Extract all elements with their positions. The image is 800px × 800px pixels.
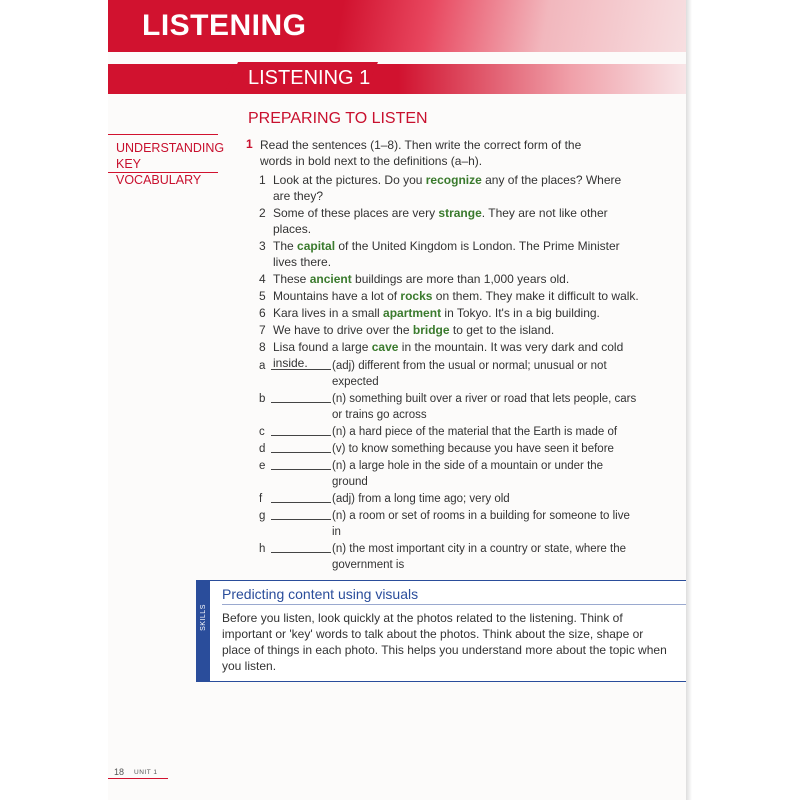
keyword: cave	[371, 340, 399, 354]
sidebar-label	[116, 140, 226, 188]
page-title: LISTENING	[142, 9, 307, 42]
section-band	[108, 64, 688, 94]
definition-item: d (v) to know something because you have seen it before	[259, 443, 614, 455]
sentence-item: 2 Some of these places are very strange. They are not like other places.	[259, 206, 608, 236]
answer-blank	[271, 402, 331, 403]
unit-label: UNIT 1	[134, 769, 158, 776]
sidebar-label-line1: UNDERSTANDING	[116, 141, 225, 155]
skills-title: Predicting content using visuals	[222, 586, 419, 602]
definition-item: a (adj) different from the usual or normal; unusual or not expected	[259, 360, 607, 388]
sentence-item: 7 We have to drive over the bridge to get to the island.	[259, 323, 555, 337]
answer-blank	[271, 552, 331, 553]
answer-blank	[271, 435, 331, 436]
definition-item: b (n) something built over a river or road that lets people, cars or trains go across	[259, 393, 637, 421]
skills-tab-label: SKILLS	[199, 604, 207, 631]
definition-item: h (n) the most important city in a country or state, where the government is	[259, 543, 627, 571]
keyword: bridge	[412, 323, 450, 337]
exercise-number: 1	[246, 137, 253, 151]
answer-blank	[271, 369, 331, 370]
sentence-item: 3 The capital of the United Kingdom is London. The Prime Minister lives there.	[259, 239, 620, 269]
section-title: LISTENING 1	[248, 67, 371, 89]
definition-item: f (adj) from a long time ago; very old	[259, 493, 510, 505]
answer-blank	[271, 452, 331, 453]
sidebar-rule-top	[108, 134, 218, 135]
sidebar-rule-bottom	[108, 172, 218, 173]
keyword: rocks	[400, 289, 433, 303]
skills-rule-bottom	[210, 681, 686, 682]
preparing-title: PREPARING TO LISTEN	[248, 110, 428, 127]
skills-box	[196, 580, 686, 682]
exercise-instruction: Read the sentences (1–8). Then write the correct form of the words in bold next to the definitions (a–h).	[260, 138, 582, 168]
definition-item: c (n) a hard piece of the material that the Earth is made of	[259, 426, 618, 438]
page-edge-shadow	[686, 0, 692, 800]
textbook-page	[108, 0, 688, 800]
keyword: capital	[297, 239, 336, 253]
keyword: strange	[438, 206, 482, 220]
keyword: apartment	[383, 306, 442, 320]
definition-item: e (n) a large hole in the side of a mountain or under the ground	[259, 460, 604, 488]
answer-blank	[271, 502, 331, 503]
answer-blank	[271, 519, 331, 520]
skills-tab	[196, 580, 210, 682]
answer-blank	[271, 469, 331, 470]
page-number: 18	[114, 767, 125, 777]
keyword: recognize	[425, 173, 482, 187]
skills-rule-top	[210, 580, 686, 581]
footer-rule	[108, 778, 168, 779]
sentence-item: 6 Kara lives in a small apartment in Tokyo. It's in a big building.	[259, 306, 600, 320]
sentence-item: 4 These ancient buildings are more than 1,000 years old.	[259, 272, 570, 286]
sidebar-label-line2: KEY VOCABULARY	[116, 157, 202, 187]
definition-list	[259, 358, 639, 574]
skills-body: Before you listen, look quickly at the photos related to the listening. Think of important or 'key' words to talk about the photos. Think about the size, shape or place of things in each photo. This helps you understand more about the topic when you listen.	[222, 611, 667, 673]
sentence-list	[259, 172, 639, 372]
skills-rule-mid	[222, 604, 686, 605]
sentence-item: 8 Lisa found a large cave in the mountain. It was very dark and cold inside.	[259, 340, 624, 370]
definition-item: g (n) a room or set of rooms in a building for someone to live in	[259, 510, 630, 538]
sentence-item: 1 Look at the pictures. Do you recognize any of the places? Where are they?	[259, 173, 622, 203]
keyword: ancient	[309, 272, 352, 286]
sentence-item: 5 Mountains have a lot of rocks on them. They make it difficult to walk.	[259, 289, 639, 303]
